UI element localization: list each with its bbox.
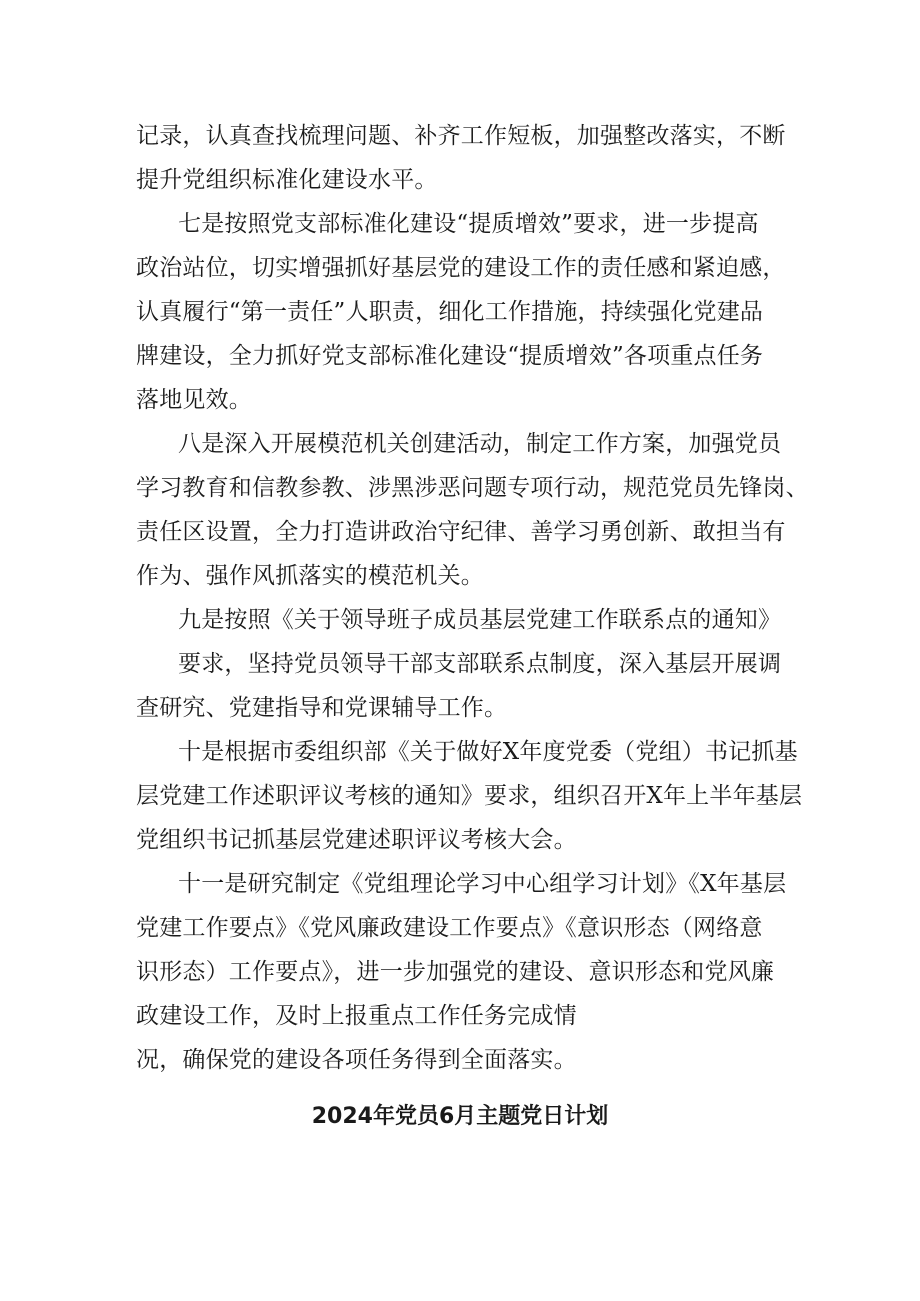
paragraph-seven-start: 七是按照党支部标准化建设“提质增效”要求，进一步提高 [178,211,759,237]
body-line: 牌建设，全力抓好党支部标准化建设“提质增效”各项重点任务 [136,343,764,369]
body-line: 提升党组织标准化建设水平。 [136,167,438,193]
body-line: 学习教育和信教参教、涉黑涉恶问题专项行动，规范党员先锋岗、 [136,475,809,501]
body-line: 作为、强作风抓落实的模范机关。 [136,563,484,589]
body-line: 层党建工作述职评议考核的通知》要求，组织召开X年上半年基层 [136,783,803,809]
body-line: 政治站位，切实增强抓好基层党的建设工作的责任感和紧迫感， [136,255,786,281]
paragraph-eleven-start: 十一是研究制定《党组理论学习中心组学习计划》《X年基层 [178,871,787,897]
body-line: 况，确保党的建设各项任务得到全面落实。 [136,1047,577,1073]
body-line: 落地见效。 [136,387,252,413]
body-line: 认真履行“第一责任”人职责，细化工作措施，持续强化党建品 [136,299,764,325]
body-line: 记录，认真查找梳理问题、补齐工作短板，加强整改落实，不断 [136,123,786,149]
paragraph-nine-start: 九是按照《关于领导班子成员基层党建工作联系点的通知》 [178,607,782,633]
section-title: 2024年党员6月主题党日计划 [311,1104,609,1129]
body-line: 党建工作要点》《党风廉政建设工作要点》《意识形态（网络意 [136,915,763,941]
body-line: 党组织书记抓基层党建述职评议考核大会。 [136,827,577,853]
paragraph-eight-start: 八是深入开展模范机关创建活动，制定工作方案，加强党员 [178,431,782,457]
body-line: 要求，坚持党员领导干部支部联系点制度，深入基层开展调 [178,651,782,677]
body-line: 查研究、党建指导和党课辅导工作。 [136,695,508,721]
body-line: 责任区设置，全力打造讲政治守纪律、善学习勇创新、敢担当有 [136,519,786,545]
body-line: 识形态）工作要点》，进一步加强党的建设、意识形态和党风廉 [136,959,775,985]
paragraph-ten-start: 十是根据市委组织部《关于做好X年度党委（党组）书记抓基 [178,739,798,765]
body-line: 政建设工作，及时上报重点工作任务完成情 [136,1003,577,1029]
